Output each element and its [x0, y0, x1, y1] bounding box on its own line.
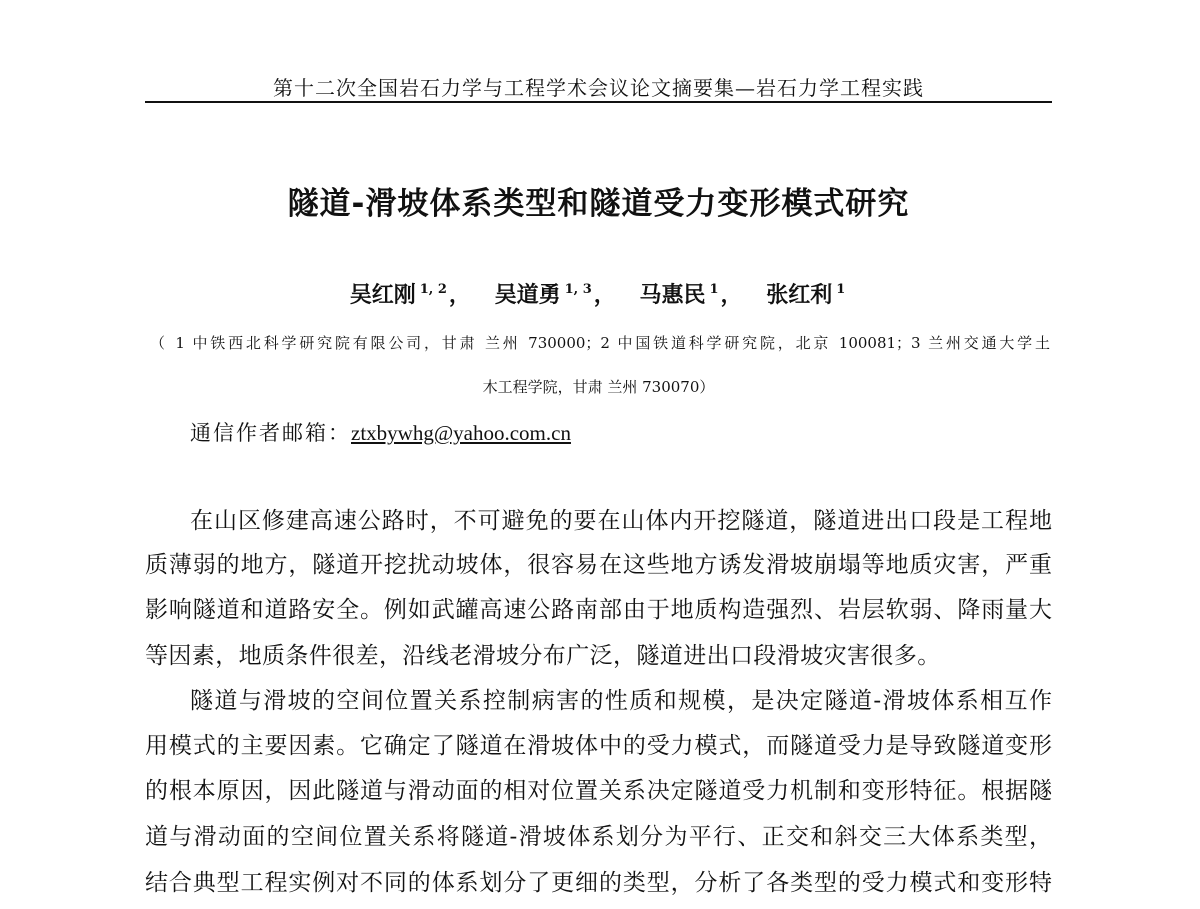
author [766, 283, 847, 308]
text-line: 结合典型工程实例对不同的体系划分了更细的类型，分析了各类型的受力模式和变形特 [145, 870, 1052, 896]
email-label: 通信作者邮箱： [190, 421, 351, 445]
text-line: 影响隧道和道路安全。例如武罐高速公路南部由于地质构造强烈、岩层软弱、降雨量大 [145, 597, 1052, 623]
author-separator: ， [720, 283, 743, 308]
paper-title: 隧道-滑坡体系类型和隧道受力变形模式研究 [287, 186, 910, 222]
author-list [145, 278, 1052, 314]
author-name: 吴道勇 [494, 283, 561, 308]
text-line: 隧道与滑坡的空间位置关系控制病害的性质和规模，是决定隧道-滑坡体系相互作 [190, 688, 1052, 714]
running-head: 第十二次全国岩石力学与工程学术会议论文摘要集—岩石力学工程实践 [273, 76, 924, 100]
author-name: 张红利 [766, 283, 833, 308]
affiliation-mark: 1, 2 [419, 282, 447, 297]
email-link[interactable]: ztxbywhg@yahoo.com.cn [351, 421, 571, 445]
text-line: 道与滑动面的空间位置关系将隧道-滑坡体系划分为平行、正交和斜交三大体系类型， [145, 824, 1052, 850]
header-rule [145, 101, 1052, 103]
author [639, 283, 742, 308]
author-separator: ， [448, 283, 471, 308]
text-line: 等因素，地质条件很差，沿线老滑坡分布广泛，隧道进出口段滑坡灾害很多。 [145, 643, 941, 669]
corresponding-email [190, 417, 571, 449]
affiliation-line: （ 1 中铁西北科学研究院有限公司，甘肃 兰州 730000；2 中国铁道科学研究院，北京 100081；3 兰州交通大学土 [150, 334, 1050, 352]
author-separator: ， [593, 283, 616, 308]
author [495, 283, 616, 308]
text-line: 用模式的主要因素。它确定了隧道在滑坡体中的受力模式，而隧道受力是导致隧道变形 [145, 733, 1052, 759]
affiliation-mark: 1 [836, 282, 846, 297]
text-line: 质薄弱的地方，隧道开挖扰动坡体，很容易在这些地方诱发滑坡崩塌等地质灾害，严重 [145, 552, 1052, 578]
author [350, 283, 471, 308]
affiliation-mark: 1 [709, 282, 719, 297]
author-name: 吴红刚 [349, 283, 416, 308]
author-name: 马惠民 [639, 283, 706, 308]
text-line: 的根本原因，因此隧道与滑动面的相对位置关系决定隧道受力机制和变形特征。根据隧 [145, 778, 1052, 804]
affiliation-line: 木工程学院，甘肃 兰州 730070） [482, 378, 715, 396]
text-line: 在山区修建高速公路时，不可避免的要在山体内开挖隧道，隧道进出口段是工程地 [190, 508, 1052, 534]
affiliation-mark: 1, 3 [564, 282, 592, 297]
